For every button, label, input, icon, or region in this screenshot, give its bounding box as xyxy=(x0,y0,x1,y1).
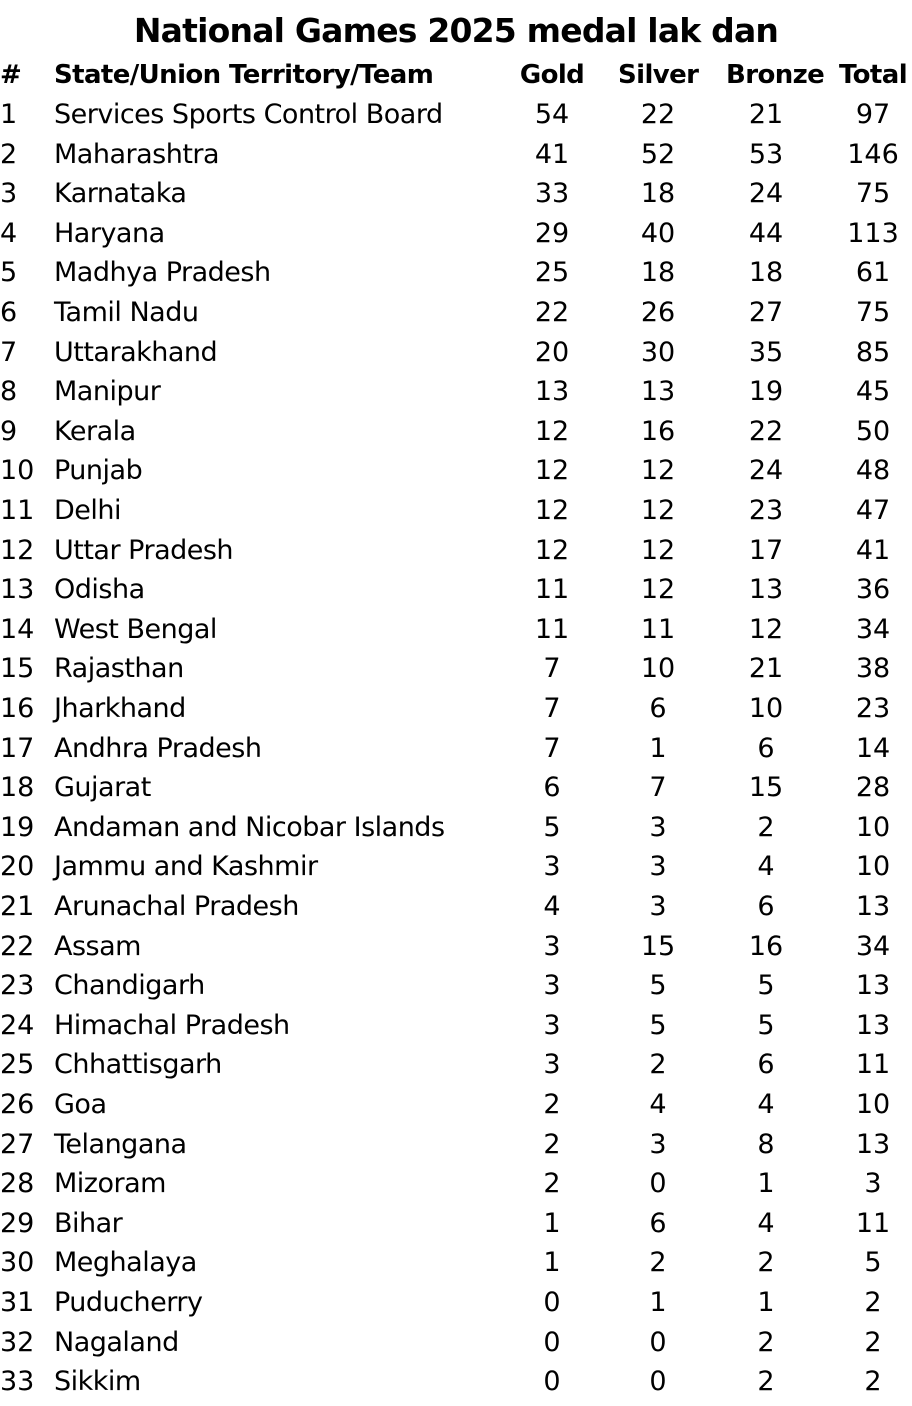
table-row xyxy=(0,1164,912,1204)
cell-rank: 5 xyxy=(0,257,18,289)
cell-gold: 3 xyxy=(543,1049,561,1081)
cell-rank: 32 xyxy=(0,1326,35,1358)
cell-name: Services Sports Control Board xyxy=(54,99,443,130)
cell-bronze: 2 xyxy=(757,1247,775,1279)
cell-gold: 54 xyxy=(534,99,570,130)
cell-silver: 2 xyxy=(649,1049,667,1081)
cell-silver: 13 xyxy=(640,376,676,408)
cell-rank: 24 xyxy=(0,1009,35,1041)
cell-total: 97 xyxy=(855,99,891,130)
table-row xyxy=(0,174,912,214)
cell-bronze: 21 xyxy=(748,99,784,130)
page-title: National Games 2025 medal lak dan xyxy=(133,11,779,50)
cell-rank: 31 xyxy=(0,1287,35,1318)
cell-total: 10 xyxy=(855,811,891,843)
cell-bronze: 6 xyxy=(757,891,775,922)
cell-name: Kerala xyxy=(54,415,136,447)
cell-gold: 12 xyxy=(534,534,570,566)
table-row xyxy=(0,1204,912,1244)
cell-gold: 0 xyxy=(543,1366,561,1398)
table-row xyxy=(0,531,912,571)
cell-gold: 12 xyxy=(534,415,570,447)
cell-rank: 28 xyxy=(0,1168,35,1200)
cell-silver: 40 xyxy=(640,217,676,249)
table-row xyxy=(0,649,912,689)
cell-bronze: 23 xyxy=(748,495,784,526)
cell-gold: 22 xyxy=(534,297,570,328)
cell-rank: 3 xyxy=(0,178,18,210)
table-row xyxy=(0,966,912,1006)
cell-name: Haryana xyxy=(54,217,165,249)
table-row xyxy=(0,1125,912,1165)
cell-bronze: 16 xyxy=(748,930,784,962)
cell-name: Assam xyxy=(54,930,141,962)
cell-bronze: 8 xyxy=(757,1128,775,1160)
cell-name: Uttarakhand xyxy=(54,336,218,368)
table-row xyxy=(0,689,912,729)
cell-gold: 13 xyxy=(534,376,570,408)
cell-gold: 41 xyxy=(534,138,570,170)
table-row xyxy=(0,1006,912,1046)
cell-silver: 10 xyxy=(640,653,676,685)
cell-silver: 3 xyxy=(649,1128,667,1160)
cell-gold: 3 xyxy=(543,1009,561,1041)
cell-total: 34 xyxy=(855,613,891,645)
table-row xyxy=(0,491,912,531)
cell-gold: 11 xyxy=(534,574,570,606)
cell-rank: 30 xyxy=(0,1247,35,1279)
cell-rank: 15 xyxy=(0,653,35,685)
cell-total: 5 xyxy=(864,1247,882,1279)
cell-bronze: 18 xyxy=(748,257,784,289)
cell-bronze: 2 xyxy=(757,811,775,843)
cell-name: Arunachal Pradesh xyxy=(54,891,299,922)
column-header-bronze: Bronze xyxy=(726,60,825,90)
cell-total: 75 xyxy=(855,178,891,210)
cell-rank: 21 xyxy=(0,891,35,922)
column-header-name: State/Union Territory/Team xyxy=(54,60,434,90)
cell-bronze: 4 xyxy=(757,851,775,883)
cell-silver: 26 xyxy=(640,297,676,328)
cell-name: Tamil Nadu xyxy=(54,297,199,328)
table-row xyxy=(0,412,912,452)
cell-silver: 11 xyxy=(640,613,676,645)
cell-bronze: 2 xyxy=(757,1326,775,1358)
cell-gold: 12 xyxy=(534,495,570,526)
cell-bronze: 22 xyxy=(748,415,784,447)
cell-bronze: 4 xyxy=(757,1089,775,1120)
cell-bronze: 24 xyxy=(748,178,784,210)
cell-gold: 3 xyxy=(543,930,561,962)
table-row xyxy=(0,253,912,293)
cell-silver: 15 xyxy=(640,930,676,962)
column-header-rank: # xyxy=(0,60,22,90)
cell-total: 47 xyxy=(855,495,891,526)
cell-name: Maharashtra xyxy=(54,138,220,170)
cell-gold: 2 xyxy=(543,1089,561,1120)
cell-total: 36 xyxy=(855,574,891,606)
cell-rank: 26 xyxy=(0,1089,35,1120)
table-row xyxy=(0,847,912,887)
cell-rank: 14 xyxy=(0,613,35,645)
cell-name: West Bengal xyxy=(54,613,217,645)
cell-gold: 2 xyxy=(543,1168,561,1200)
cell-total: 10 xyxy=(855,851,891,883)
cell-rank: 23 xyxy=(0,970,35,1002)
cell-total: 85 xyxy=(855,336,891,368)
cell-bronze: 27 xyxy=(748,297,784,328)
cell-gold: 0 xyxy=(543,1326,561,1358)
table-row xyxy=(0,135,912,175)
cell-silver: 22 xyxy=(640,99,676,130)
cell-bronze: 44 xyxy=(748,217,784,249)
cell-silver: 7 xyxy=(649,772,667,804)
cell-total: 2 xyxy=(864,1287,882,1318)
cell-silver: 1 xyxy=(649,732,667,764)
cell-total: 34 xyxy=(855,930,891,962)
cell-name: Bihar xyxy=(54,1207,123,1239)
cell-bronze: 53 xyxy=(748,138,784,170)
cell-name: Rajasthan xyxy=(54,653,184,685)
cell-rank: 7 xyxy=(0,336,18,368)
column-header-gold: Gold xyxy=(519,60,585,90)
table-row xyxy=(0,1283,912,1323)
cell-rank: 27 xyxy=(0,1128,35,1160)
table-row xyxy=(0,1045,912,1085)
cell-gold: 11 xyxy=(534,613,570,645)
cell-bronze: 35 xyxy=(748,336,784,368)
cell-gold: 7 xyxy=(543,732,561,764)
cell-rank: 18 xyxy=(0,772,35,804)
cell-name: Nagaland xyxy=(54,1326,179,1358)
cell-bronze: 1 xyxy=(757,1287,775,1318)
cell-rank: 19 xyxy=(0,811,35,843)
cell-silver: 3 xyxy=(649,851,667,883)
table-row xyxy=(0,1323,912,1363)
cell-rank: 11 xyxy=(0,495,35,526)
cell-gold: 25 xyxy=(534,257,570,289)
cell-gold: 12 xyxy=(534,455,570,487)
cell-total: 2 xyxy=(864,1366,882,1398)
table-row xyxy=(0,333,912,373)
cell-gold: 1 xyxy=(543,1247,561,1279)
cell-bronze: 6 xyxy=(757,732,775,764)
cell-name: Jharkhand xyxy=(54,693,186,724)
cell-gold: 5 xyxy=(543,811,561,843)
cell-name: Punjab xyxy=(54,455,143,487)
cell-gold: 29 xyxy=(534,217,570,249)
cell-total: 13 xyxy=(855,1009,891,1041)
cell-bronze: 4 xyxy=(757,1207,775,1239)
cell-total: 38 xyxy=(855,653,891,685)
cell-total: 14 xyxy=(855,732,891,764)
cell-rank: 29 xyxy=(0,1207,35,1239)
cell-total: 75 xyxy=(855,297,891,328)
cell-total: 113 xyxy=(847,217,899,249)
cell-name: Delhi xyxy=(54,495,122,526)
cell-total: 11 xyxy=(855,1207,891,1239)
cell-name: Odisha xyxy=(54,574,145,606)
cell-gold: 7 xyxy=(543,653,561,685)
cell-total: 13 xyxy=(855,970,891,1002)
cell-silver: 12 xyxy=(640,495,676,526)
cell-gold: 20 xyxy=(534,336,570,368)
table-row xyxy=(0,1362,912,1402)
cell-silver: 12 xyxy=(640,574,676,606)
cell-name: Chandigarh xyxy=(54,970,205,1002)
table-row xyxy=(0,1085,912,1125)
cell-total: 28 xyxy=(855,772,891,804)
cell-total: 13 xyxy=(855,891,891,922)
column-header-silver: Silver xyxy=(618,60,699,90)
cell-total: 2 xyxy=(864,1326,882,1358)
cell-silver: 6 xyxy=(649,1207,667,1239)
cell-silver: 18 xyxy=(640,178,676,210)
cell-silver: 30 xyxy=(640,336,676,368)
cell-silver: 0 xyxy=(649,1168,667,1200)
table-row xyxy=(0,372,912,412)
cell-rank: 16 xyxy=(0,693,35,724)
cell-bronze: 10 xyxy=(748,693,784,724)
table-row xyxy=(0,808,912,848)
table-row xyxy=(0,95,912,135)
cell-silver: 0 xyxy=(649,1366,667,1398)
cell-name: Manipur xyxy=(54,376,161,408)
cell-bronze: 21 xyxy=(748,653,784,685)
table-row xyxy=(0,1243,912,1283)
table-row xyxy=(0,293,912,333)
cell-name: Goa xyxy=(54,1089,107,1120)
cell-rank: 4 xyxy=(0,217,18,249)
cell-bronze: 19 xyxy=(748,376,784,408)
cell-name: Mizoram xyxy=(54,1168,166,1200)
cell-silver: 1 xyxy=(649,1287,667,1318)
cell-silver: 12 xyxy=(640,534,676,566)
cell-silver: 2 xyxy=(649,1247,667,1279)
cell-name: Karnataka xyxy=(54,178,187,210)
cell-gold: 3 xyxy=(543,970,561,1002)
cell-total: 11 xyxy=(855,1049,891,1081)
cell-silver: 18 xyxy=(640,257,676,289)
cell-silver: 5 xyxy=(649,970,667,1002)
cell-bronze: 2 xyxy=(757,1366,775,1398)
cell-bronze: 24 xyxy=(748,455,784,487)
cell-rank: 22 xyxy=(0,930,35,962)
table-row xyxy=(0,570,912,610)
table-row xyxy=(0,729,912,769)
cell-silver: 0 xyxy=(649,1326,667,1358)
cell-silver: 3 xyxy=(649,811,667,843)
cell-rank: 10 xyxy=(0,455,35,487)
cell-rank: 2 xyxy=(0,138,18,170)
cell-name: Telangana xyxy=(54,1128,187,1160)
cell-silver: 12 xyxy=(640,455,676,487)
table-row xyxy=(0,768,912,808)
cell-silver: 4 xyxy=(649,1089,667,1120)
cell-total: 50 xyxy=(855,415,891,447)
cell-name: Puducherry xyxy=(54,1287,203,1318)
cell-total: 10 xyxy=(855,1089,891,1120)
cell-gold: 33 xyxy=(534,178,570,210)
table-row xyxy=(0,214,912,254)
cell-name: Sikkim xyxy=(54,1366,141,1398)
cell-gold: 3 xyxy=(543,851,561,883)
cell-bronze: 17 xyxy=(748,534,784,566)
table-row xyxy=(0,451,912,491)
cell-name: Madhya Pradesh xyxy=(54,257,271,289)
cell-name: Chhattisgarh xyxy=(54,1049,222,1081)
cell-gold: 1 xyxy=(543,1207,561,1239)
table-header-row xyxy=(0,56,912,96)
cell-bronze: 6 xyxy=(757,1049,775,1081)
cell-silver: 6 xyxy=(649,693,667,724)
cell-gold: 0 xyxy=(543,1287,561,1318)
cell-silver: 16 xyxy=(640,415,676,447)
cell-gold: 7 xyxy=(543,693,561,724)
cell-total: 13 xyxy=(855,1128,891,1160)
cell-silver: 5 xyxy=(649,1009,667,1041)
cell-rank: 8 xyxy=(0,376,18,408)
cell-total: 45 xyxy=(855,376,891,408)
cell-total: 41 xyxy=(855,534,891,566)
cell-total: 23 xyxy=(855,693,891,724)
cell-name: Meghalaya xyxy=(54,1247,197,1279)
cell-name: Himachal Pradesh xyxy=(54,1009,290,1041)
cell-bronze: 12 xyxy=(748,613,784,645)
cell-rank: 25 xyxy=(0,1049,35,1081)
cell-bronze: 5 xyxy=(757,1009,775,1041)
cell-gold: 4 xyxy=(543,891,561,922)
cell-gold: 2 xyxy=(543,1128,561,1160)
table-row xyxy=(0,610,912,650)
cell-name: Jammu and Kashmir xyxy=(54,851,318,883)
cell-rank: 12 xyxy=(0,534,35,566)
cell-name: Gujarat xyxy=(54,772,151,804)
cell-gold: 6 xyxy=(543,772,561,804)
table-row xyxy=(0,887,912,927)
cell-silver: 3 xyxy=(649,891,667,922)
column-header-total: Total xyxy=(838,60,908,90)
cell-rank: 20 xyxy=(0,851,35,883)
cell-silver: 52 xyxy=(640,138,676,170)
cell-name: Andaman and Nicobar Islands xyxy=(54,811,445,843)
cell-bronze: 1 xyxy=(757,1168,775,1200)
table-row xyxy=(0,927,912,967)
cell-name: Andhra Pradesh xyxy=(54,732,262,764)
cell-rank: 6 xyxy=(0,297,18,328)
cell-total: 3 xyxy=(864,1168,882,1200)
cell-total: 146 xyxy=(847,138,899,170)
cell-name: Uttar Pradesh xyxy=(54,534,234,566)
cell-bronze: 13 xyxy=(748,574,784,606)
cell-total: 48 xyxy=(855,455,891,487)
cell-rank: 17 xyxy=(0,732,35,764)
cell-rank: 13 xyxy=(0,574,35,606)
cell-bronze: 5 xyxy=(757,970,775,1002)
cell-rank: 1 xyxy=(0,99,18,130)
cell-rank: 9 xyxy=(0,415,18,447)
cell-bronze: 15 xyxy=(748,772,784,804)
cell-rank: 33 xyxy=(0,1366,35,1398)
cell-total: 61 xyxy=(855,257,891,289)
